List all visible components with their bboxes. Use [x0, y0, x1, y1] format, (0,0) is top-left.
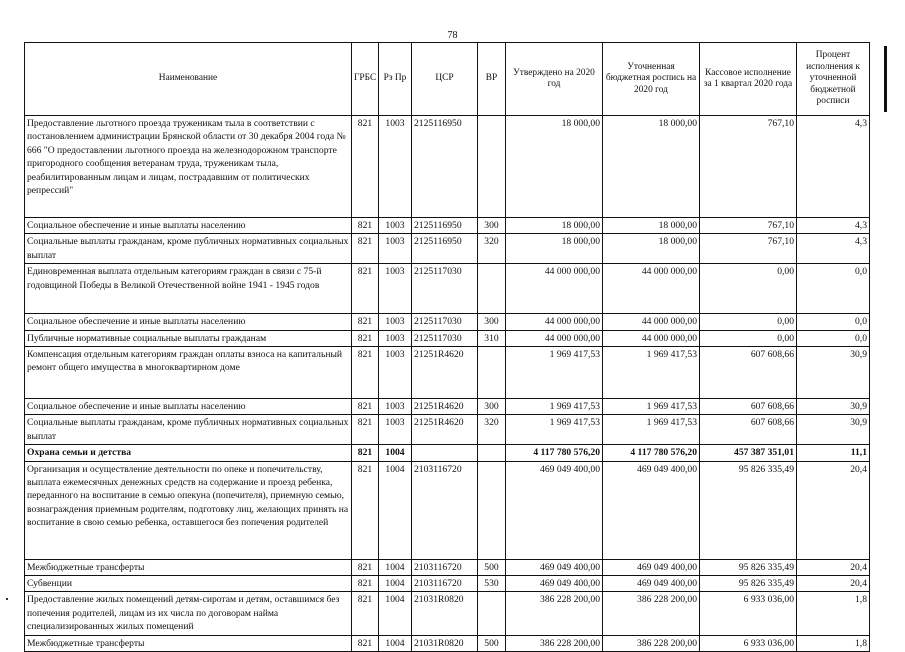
header-refined: Уточненная бюджетная роспись на 2020 год [603, 43, 700, 116]
cell-rzpr: 1004 [379, 461, 412, 559]
cell-approved: 1 969 417,53 [506, 347, 603, 399]
header-rzpr: Рз Пр [379, 43, 412, 116]
cell-csr: 2125116950 [412, 116, 478, 218]
cell-cash: 95 826 335,49 [700, 461, 797, 559]
cell-refined: 469 049 400,00 [603, 461, 700, 559]
table-row [25, 399, 870, 415]
cell-percent: 0,0 [797, 264, 870, 314]
cell-grbs: 821 [352, 592, 379, 635]
cell-vr: 310 [478, 330, 506, 346]
cell-percent: 1,8 [797, 592, 870, 635]
cell-refined: 18 000,00 [603, 116, 700, 218]
cell-csr [412, 445, 478, 461]
header-approved: Утверждено на 2020 год [506, 43, 603, 116]
cell-csr: 21251R4620 [412, 399, 478, 415]
cell-approved: 1 969 417,53 [506, 399, 603, 415]
cell-grbs: 821 [352, 218, 379, 234]
cell-csr: 21251R4620 [412, 347, 478, 399]
cell-percent: 30,9 [797, 399, 870, 415]
table-row [25, 264, 870, 314]
budget-table [24, 42, 870, 652]
cell-approved: 469 049 400,00 [506, 559, 603, 575]
cell-rzpr: 1003 [379, 116, 412, 218]
page-number: 78 [447, 30, 458, 41]
cell-cash: 767,10 [700, 116, 797, 218]
cell-percent: 11,1 [797, 445, 870, 461]
cell-percent: 30,9 [797, 415, 870, 445]
cell-grbs: 821 [352, 314, 379, 330]
cell-percent: 4,3 [797, 218, 870, 234]
table-row [25, 559, 870, 575]
cell-vr [478, 116, 506, 218]
cell-percent: 0,0 [797, 330, 870, 346]
cell-cash: 0,00 [700, 330, 797, 346]
cell-csr: 21031R0820 [412, 635, 478, 651]
cell-approved: 386 228 200,00 [506, 635, 603, 651]
cell-rzpr: 1004 [379, 445, 412, 461]
cell-approved: 18 000,00 [506, 234, 603, 264]
cell-name: Социальное обеспечение и иные выплаты населению [25, 218, 352, 234]
cell-grbs: 821 [352, 445, 379, 461]
cell-cash: 767,10 [700, 234, 797, 264]
cell-grbs: 821 [352, 330, 379, 346]
cell-name: Единовременная выплата отдельным категориям граждан в связи с 75-й годовщиной Победы в Великой Отечественной войне 1941 - 1945 годов [25, 264, 352, 314]
cell-refined: 18 000,00 [603, 218, 700, 234]
cell-name: Межбюджетные трансферты [25, 559, 352, 575]
cell-cash: 607 608,66 [700, 347, 797, 399]
cell-refined: 4 117 780 576,20 [603, 445, 700, 461]
cell-approved: 44 000 000,00 [506, 330, 603, 346]
cell-percent: 20,4 [797, 576, 870, 592]
cell-grbs: 821 [352, 559, 379, 575]
cell-rzpr: 1004 [379, 559, 412, 575]
table-row [25, 314, 870, 330]
cell-percent: 30,9 [797, 347, 870, 399]
cell-cash: 6 933 036,00 [700, 592, 797, 635]
cell-csr: 2103116720 [412, 559, 478, 575]
table-row [25, 445, 870, 461]
cell-refined: 44 000 000,00 [603, 314, 700, 330]
cell-vr [478, 592, 506, 635]
cell-name: Межбюджетные трансферты [25, 635, 352, 651]
cell-grbs: 821 [352, 116, 379, 218]
cell-vr: 320 [478, 415, 506, 445]
cell-cash: 767,10 [700, 218, 797, 234]
cell-percent: 4,3 [797, 116, 870, 218]
header-grbs: ГРБС [352, 43, 379, 116]
margin-mark [884, 46, 887, 112]
cell-name: Охрана семьи и детства [25, 445, 352, 461]
cell-name: Социальные выплаты гражданам, кроме публичных нормативных социальных выплат [25, 234, 352, 264]
cell-percent: 20,4 [797, 461, 870, 559]
cell-rzpr: 1003 [379, 218, 412, 234]
cell-rzpr: 1003 [379, 264, 412, 314]
cell-cash: 607 608,66 [700, 399, 797, 415]
table-header-row [25, 43, 870, 116]
cell-rzpr: 1004 [379, 635, 412, 651]
header-name: Наименование [25, 43, 352, 116]
cell-refined: 1 969 417,53 [603, 347, 700, 399]
cell-rzpr: 1004 [379, 592, 412, 635]
cell-grbs: 821 [352, 234, 379, 264]
cell-percent: 1,8 [797, 635, 870, 651]
cell-percent: 20,4 [797, 559, 870, 575]
header-vr: ВР [478, 43, 506, 116]
cell-name: Организация и осуществление деятельности по опеке и попечительству, выплата ежемесячных денежных средств на содержание и проезд ребенка, переданного на воспитание в семью опекуна (попечителя), приемную семью, вознаграждения приемным родителям, подготовку лиц, желающих принять на воспитание в свою семью ребенка, оставшегося без попечения родителей [25, 461, 352, 559]
cell-csr: 21031R0820 [412, 592, 478, 635]
cell-grbs: 821 [352, 635, 379, 651]
cell-vr: 300 [478, 218, 506, 234]
cell-percent: 0,0 [797, 314, 870, 330]
header-cash: Кассовое исполнение за 1 квартал 2020 года [700, 43, 797, 116]
cell-cash: 457 387 351,01 [700, 445, 797, 461]
cell-rzpr: 1004 [379, 576, 412, 592]
cell-rzpr: 1003 [379, 347, 412, 399]
cell-vr [478, 264, 506, 314]
cell-name: Предоставление жилых помещений детям-сиротам и детям, оставшимся без попечения родителей, лицам из их числа по договорам найма специализированных жилых помещений [25, 592, 352, 635]
table-row [25, 234, 870, 264]
cell-refined: 1 969 417,53 [603, 399, 700, 415]
cell-cash: 0,00 [700, 314, 797, 330]
cell-approved: 44 000 000,00 [506, 264, 603, 314]
cell-grbs: 821 [352, 264, 379, 314]
cell-csr: 2125117030 [412, 330, 478, 346]
cell-refined: 469 049 400,00 [603, 576, 700, 592]
table-row [25, 592, 870, 635]
table-row [25, 635, 870, 651]
cell-approved: 469 049 400,00 [506, 461, 603, 559]
cell-approved: 469 049 400,00 [506, 576, 603, 592]
cell-vr: 300 [478, 399, 506, 415]
cell-rzpr: 1003 [379, 415, 412, 445]
cell-refined: 1 969 417,53 [603, 415, 700, 445]
cell-approved: 18 000,00 [506, 218, 603, 234]
table-row [25, 461, 870, 559]
cell-vr: 530 [478, 576, 506, 592]
scan-dot [6, 598, 8, 600]
cell-csr: 2125116950 [412, 234, 478, 264]
cell-grbs: 821 [352, 461, 379, 559]
cell-vr [478, 445, 506, 461]
cell-cash: 95 826 335,49 [700, 576, 797, 592]
cell-vr [478, 461, 506, 559]
header-csr: ЦСР [412, 43, 478, 116]
table-row [25, 347, 870, 399]
table-row [25, 218, 870, 234]
cell-rzpr: 1003 [379, 330, 412, 346]
table-row [25, 330, 870, 346]
cell-name: Социальные выплаты гражданам, кроме публичных нормативных социальных выплат [25, 415, 352, 445]
cell-csr: 2125116950 [412, 218, 478, 234]
cell-grbs: 821 [352, 347, 379, 399]
cell-cash: 6 933 036,00 [700, 635, 797, 651]
cell-refined: 18 000,00 [603, 234, 700, 264]
cell-csr: 2103116720 [412, 576, 478, 592]
cell-rzpr: 1003 [379, 234, 412, 264]
cell-rzpr: 1003 [379, 399, 412, 415]
cell-vr: 320 [478, 234, 506, 264]
cell-grbs: 821 [352, 399, 379, 415]
cell-refined: 469 049 400,00 [603, 559, 700, 575]
cell-refined: 44 000 000,00 [603, 330, 700, 346]
cell-csr: 2103116720 [412, 461, 478, 559]
cell-approved: 1 969 417,53 [506, 415, 603, 445]
cell-cash: 607 608,66 [700, 415, 797, 445]
cell-grbs: 821 [352, 415, 379, 445]
cell-name: Публичные нормативные социальные выплаты гражданам [25, 330, 352, 346]
cell-approved: 386 228 200,00 [506, 592, 603, 635]
cell-percent: 4,3 [797, 234, 870, 264]
cell-csr: 2125117030 [412, 264, 478, 314]
cell-refined: 386 228 200,00 [603, 635, 700, 651]
cell-vr: 300 [478, 314, 506, 330]
cell-approved: 18 000,00 [506, 116, 603, 218]
cell-name: Субвенции [25, 576, 352, 592]
cell-csr: 2125117030 [412, 314, 478, 330]
cell-name: Социальное обеспечение и иные выплаты населению [25, 314, 352, 330]
cell-approved: 4 117 780 576,20 [506, 445, 603, 461]
cell-csr: 21251R4620 [412, 415, 478, 445]
cell-refined: 386 228 200,00 [603, 592, 700, 635]
cell-cash: 95 826 335,49 [700, 559, 797, 575]
header-percent: Процент исполнения к уточненной бюджетной росписи [797, 43, 870, 116]
cell-grbs: 821 [352, 576, 379, 592]
table-row [25, 116, 870, 218]
cell-vr: 500 [478, 635, 506, 651]
cell-refined: 44 000 000,00 [603, 264, 700, 314]
cell-vr: 500 [478, 559, 506, 575]
table-row [25, 415, 870, 445]
cell-name: Социальное обеспечение и иные выплаты населению [25, 399, 352, 415]
cell-name: Компенсация отдельным категориям граждан оплаты взноса на капитальный ремонт общего имущества в многоквартирном доме [25, 347, 352, 399]
cell-name: Предоставление льготного проезда труженикам тыла в соответствии с постановлением администрации Брянской области от 30 декабря 2004 года № 666 "О предоставлении льготного проезда на железнодорожном транспорте пригородного сообщения ветеранам труда, труженикам тыла, реабилитированным лицам и лицам, пострадавшим от политических репрессий" [25, 116, 352, 218]
cell-vr [478, 347, 506, 399]
cell-rzpr: 1003 [379, 314, 412, 330]
cell-cash: 0,00 [700, 264, 797, 314]
table-row [25, 576, 870, 592]
cell-approved: 44 000 000,00 [506, 314, 603, 330]
